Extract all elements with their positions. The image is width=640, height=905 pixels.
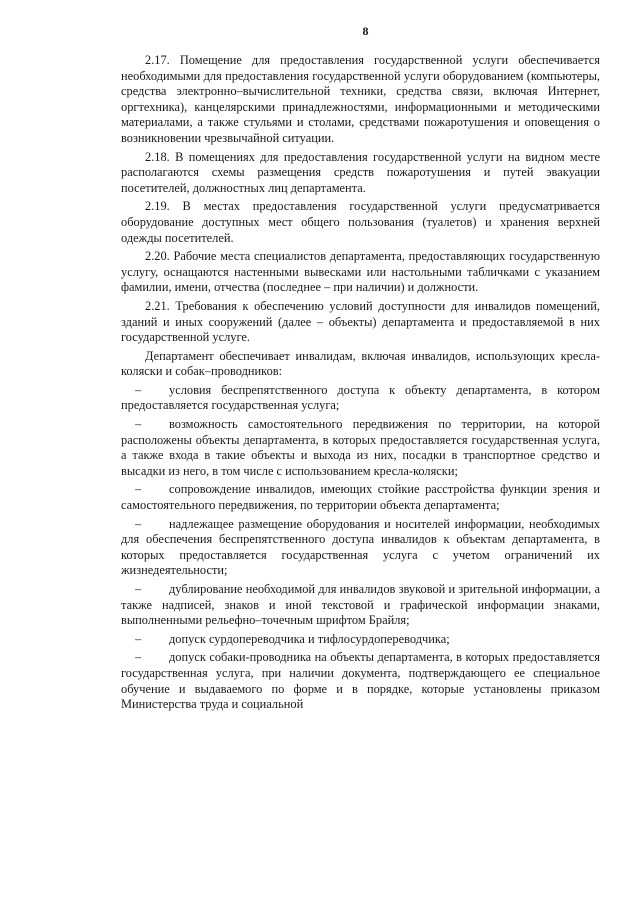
paragraph-2-20: 2.20. Рабочие места специалистов департамента, предоставляющих государственную услугу, оснащаются настенными вывесками или настольными табличками с указанием фамилии, имени, отчества (последнее – при наличии) и должности. <box>121 249 600 295</box>
list-dash: – <box>135 582 142 596</box>
list-item <box>121 650 600 712</box>
paragraph-2-19: 2.19. В местах предоставления государственной услуги предусматривается оборудование доступных мест общего пользования (туалетов) и хранения верхней одежды посетителей. <box>121 199 600 245</box>
list-item-text: допуск сурдопереводчика и тифлосурдопереводчика; <box>169 631 450 646</box>
list-item-text: возможность самостоятельного передвижения по территории, на которой расположены объекты департамента, в которых предоставляется государственная услуга, а также входа в такие объекты и выхода из них, посадки в транспортное средство и высадки из него, в том числе с использованием кресла-коляски; <box>121 417 600 478</box>
list-item <box>121 482 600 513</box>
paragraph-2-18: 2.18. В помещениях для предоставления государственной услуги на видном месте располагаются схемы размещения средств пожаротушения и путей эвакуации посетителей, должностных лиц департамента. <box>121 149 600 195</box>
list-item-text: допуск собаки-проводника на объекты департамента, в которых предоставляется государственная услуга, при наличии документа, подтверждающего ее специальное обучение и выдаваемого по форме и в порядке, которые установлены приказом Министерства труда и социальной <box>121 650 600 712</box>
list-item-text: условия беспрепятственного доступа к объекту департамента, в котором предоставляется государственная услуга; <box>121 382 600 413</box>
page-number: 8 <box>362 24 369 38</box>
list-dash: – <box>135 650 142 665</box>
list-dash: – <box>135 482 142 497</box>
list-dash: – <box>135 631 142 646</box>
list-item <box>121 417 600 479</box>
list-dash: – <box>135 417 142 432</box>
paragraph-2-21: 2.21. Требования к обеспечению условий доступности для инвалидов помещений, зданий и иных сооружений (далее – объекты) департамента и предоставляемой в них государственной услуге. <box>121 298 600 345</box>
list-item-text: надлежащее размещение оборудования и носителей информации, необходимых для обеспечения беспрепятственного доступа инвалидов к объектам департамента, в которых предоставляется государственная услуга с учетом ограничений их жизнедеятельности; <box>121 516 600 578</box>
paragraph-2-17: 2.17. Помещение для предоставления государственной услуги обеспечивается необходимыми для предоставления государственной услуги оборудованием (компьютеры, средства электронно–вычислительной техники, средства связи, включая Интернет, оргтехника), канцелярскими принадлежностями, информационными и методическими материалами, а также стульями и столами, средствами пожаротушения и оповещения о возникновении чрезвычайной ситуации. <box>121 53 600 145</box>
list-item <box>121 582 600 629</box>
list-dash: – <box>135 382 142 397</box>
list-item <box>121 632 600 648</box>
list-item-text: сопровождение инвалидов, имеющих стойкие расстройства функции зрения и самостоятельного передвижения, по территории объекта департамента; <box>121 482 600 513</box>
list-item <box>121 517 600 579</box>
list-item <box>121 383 600 414</box>
list-dash: – <box>135 516 142 531</box>
list-item-text: дублирование необходимой для инвалидов звуковой и зрительной информации, а также надписей, знаков и иной текстовой и графической информации знаками, выполненными рельефно–точечным шрифтом Брайля; <box>121 582 600 628</box>
paragraph-department-provides: Департамент обеспечивает инвалидам, включая инвалидов, использующих кресла-коляски и собак–проводников: <box>121 348 600 379</box>
